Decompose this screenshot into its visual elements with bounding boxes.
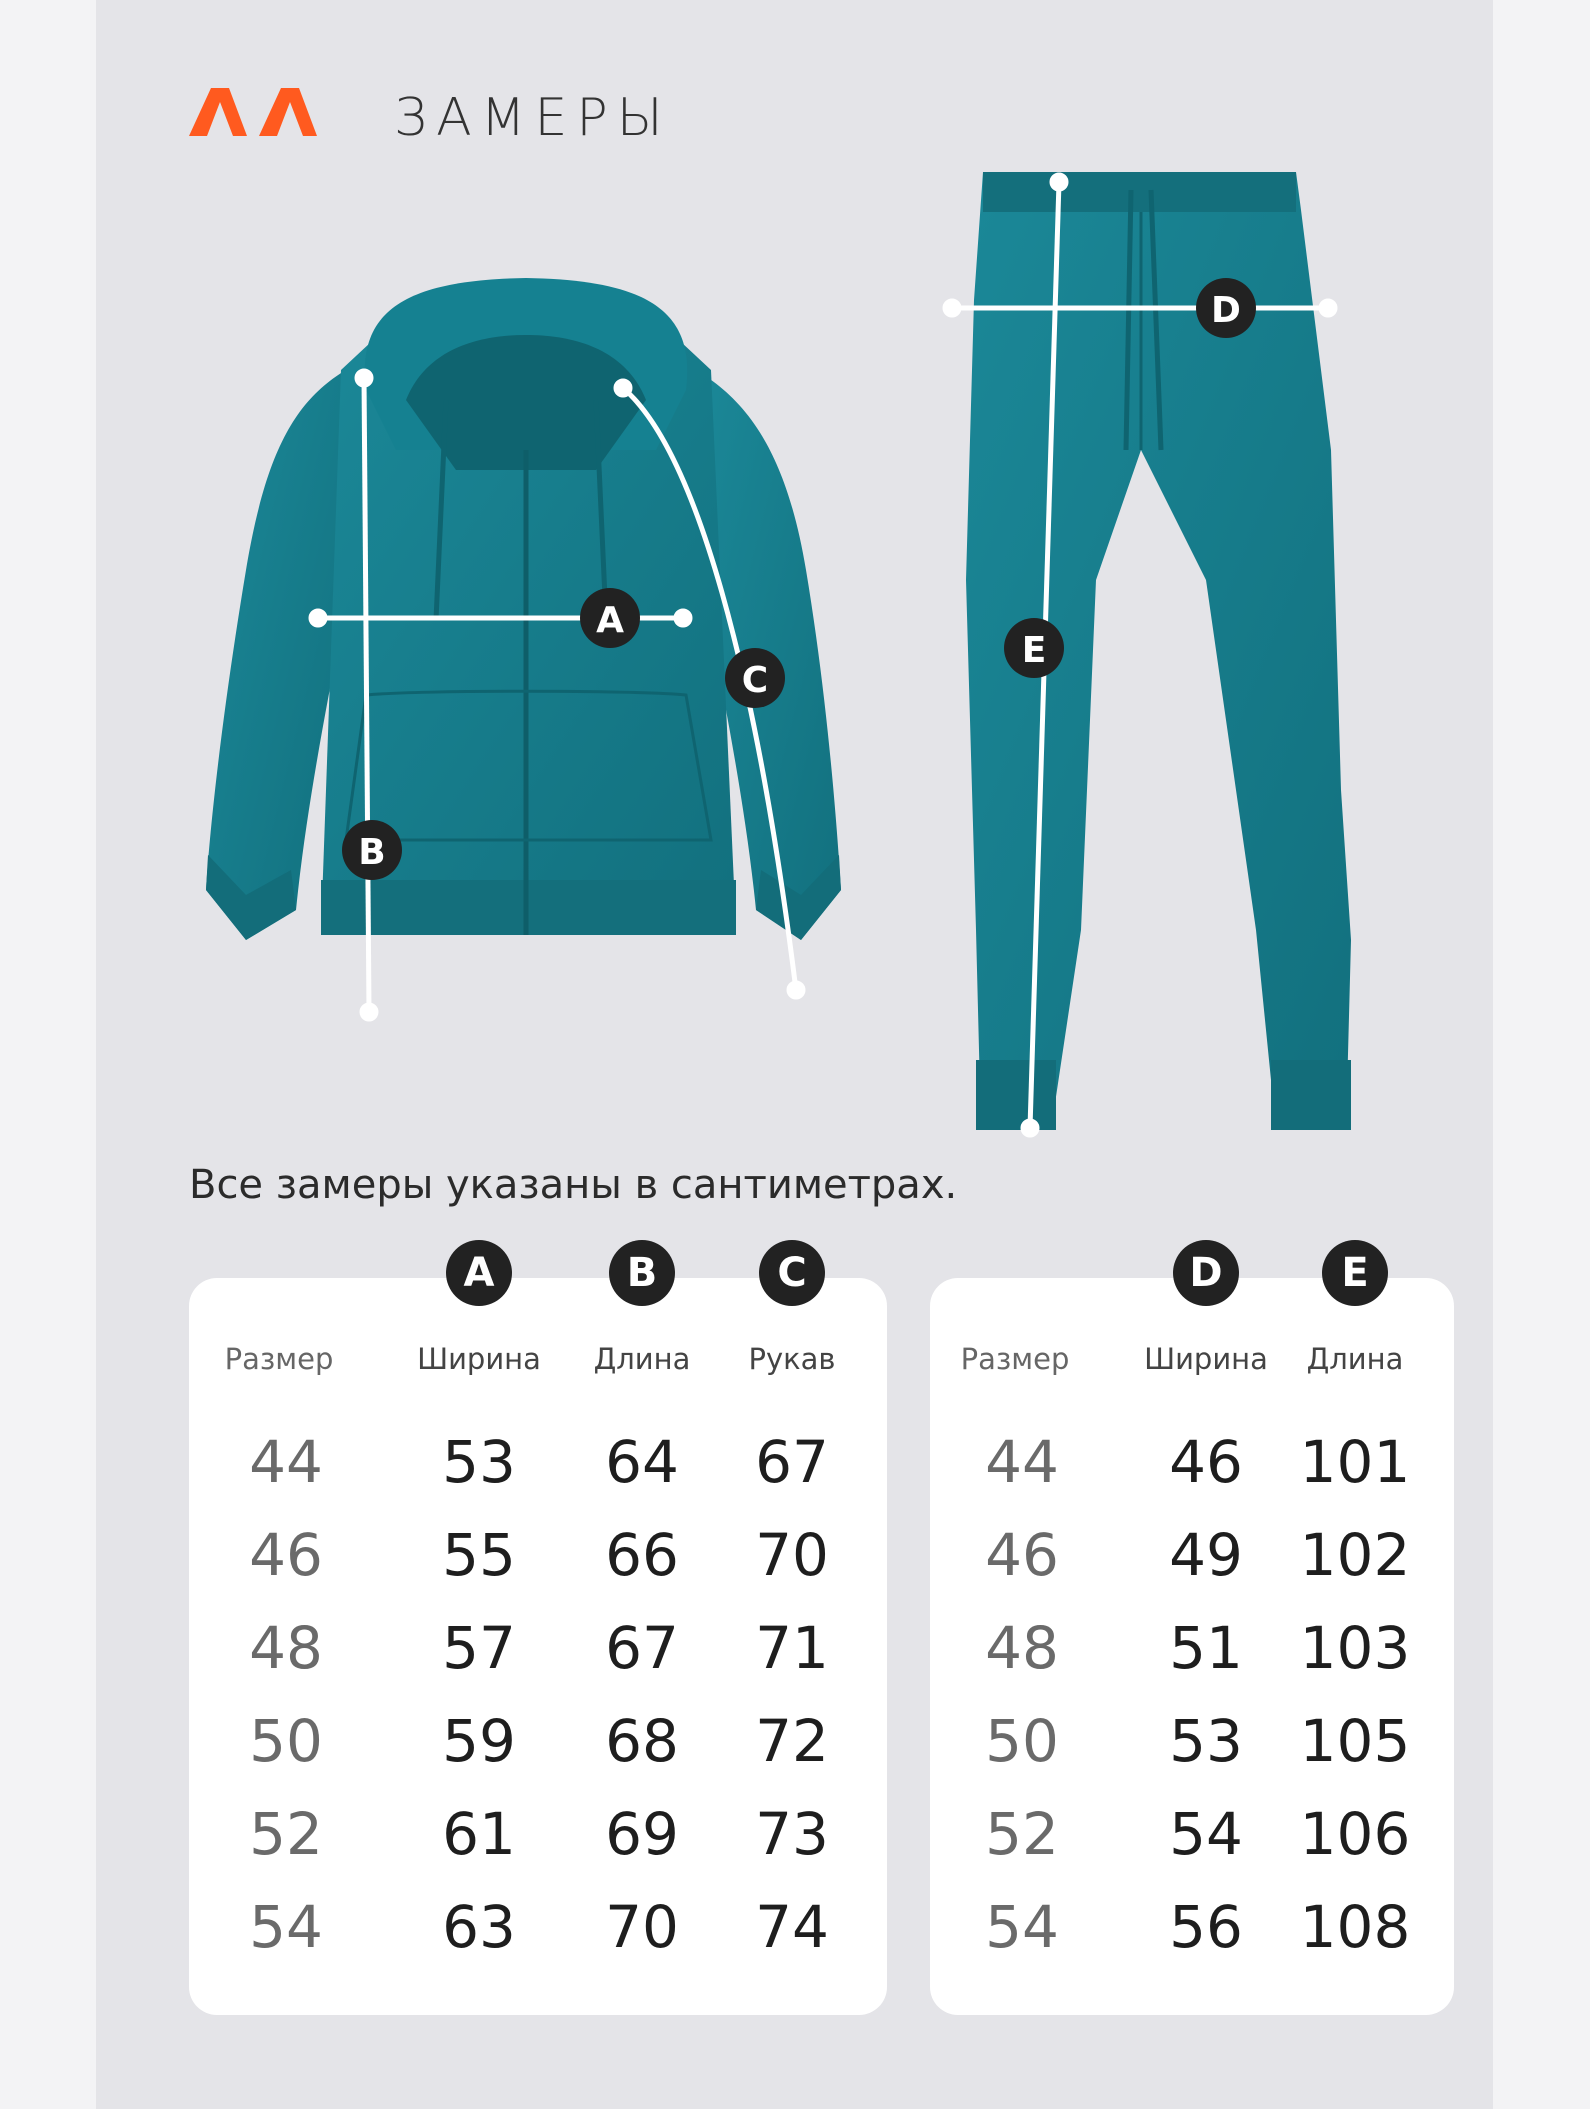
measurement-cell: 73 <box>755 1800 829 1868</box>
measurement-cell: 53 <box>442 1428 516 1496</box>
svg-text:B: B <box>358 832 386 873</box>
size-cell: 46 <box>985 1521 1059 1589</box>
measurement-cell: 55 <box>442 1521 516 1589</box>
hoodie-image <box>206 278 841 940</box>
header-width: Ширина <box>417 1342 541 1376</box>
measurement-cell: 103 <box>1299 1614 1411 1682</box>
size-cell: 44 <box>985 1428 1059 1496</box>
measurement-cell: 70 <box>755 1521 829 1589</box>
measurement-cell: 51 <box>1169 1614 1243 1682</box>
measurement-cell: 67 <box>755 1428 829 1496</box>
size-cell: 52 <box>249 1800 323 1868</box>
size-cell: 44 <box>249 1428 323 1496</box>
measurement-cell: 53 <box>1169 1707 1243 1775</box>
measure-label-b <box>342 820 402 880</box>
measurement-cell: 64 <box>605 1428 679 1496</box>
measurement-cell: 71 <box>755 1614 829 1682</box>
measurement-cell: 68 <box>605 1707 679 1775</box>
size-cell: 48 <box>985 1614 1059 1682</box>
size-cell: 54 <box>249 1893 323 1961</box>
measure-label-c <box>725 648 785 708</box>
svg-text:C: C <box>741 660 769 701</box>
measurement-cell: 46 <box>1169 1428 1243 1496</box>
svg-text:A: A <box>596 600 624 641</box>
measurement-cell: 56 <box>1169 1893 1243 1961</box>
measurement-cell: 59 <box>442 1707 516 1775</box>
measurement-cell: 70 <box>605 1893 679 1961</box>
measurement-cell: 54 <box>1169 1800 1243 1868</box>
measurement-cell: 69 <box>605 1800 679 1868</box>
header-width: Ширина <box>1144 1342 1268 1376</box>
header-length: Длина <box>593 1342 691 1376</box>
header-size: Размер <box>224 1342 334 1376</box>
measurement-cell: 49 <box>1169 1521 1243 1589</box>
size-cell: 54 <box>985 1893 1059 1961</box>
measurement-cell: 102 <box>1299 1521 1411 1589</box>
measurement-cell: 101 <box>1299 1428 1411 1496</box>
measure-label-e <box>1004 618 1064 678</box>
badge-a: A <box>446 1240 512 1306</box>
units-note: Все замеры указаны в сантиметрах. <box>189 1162 958 1208</box>
measurement-cell: 57 <box>442 1614 516 1682</box>
size-cell: 48 <box>249 1614 323 1682</box>
measurement-cell: 108 <box>1299 1893 1411 1961</box>
measurement-cell: 66 <box>605 1521 679 1589</box>
hoodie-size-table <box>189 1250 887 2015</box>
pants-size-table <box>930 1250 1454 2015</box>
svg-text:E: E <box>1021 630 1047 671</box>
header-length: Длина <box>1306 1342 1404 1376</box>
size-cell: 52 <box>985 1800 1059 1868</box>
badge-b: B <box>609 1240 675 1306</box>
page-title: ЗАМЕРЫ <box>394 88 672 148</box>
header-sleeve: Рукав <box>748 1342 836 1376</box>
measurement-cell: 63 <box>442 1893 516 1961</box>
size-cell: 50 <box>249 1707 323 1775</box>
measure-label-d <box>1196 278 1256 338</box>
measure-label-a <box>580 588 640 648</box>
badge-c: C <box>759 1240 825 1306</box>
size-cell: 46 <box>249 1521 323 1589</box>
garment-illustration <box>96 150 1493 1140</box>
measurement-cell: 61 <box>442 1800 516 1868</box>
measurement-cell: 67 <box>605 1614 679 1682</box>
measurement-cell: 72 <box>755 1707 829 1775</box>
svg-text:D: D <box>1211 290 1241 331</box>
badge-d: D <box>1173 1240 1239 1306</box>
brand-logo-icon <box>189 88 334 138</box>
size-cell: 50 <box>985 1707 1059 1775</box>
measurement-cell: 74 <box>755 1893 829 1961</box>
measurement-cell: 106 <box>1299 1800 1411 1868</box>
measurement-cell: 105 <box>1299 1707 1411 1775</box>
badge-e: E <box>1322 1240 1388 1306</box>
size-chart-card <box>96 0 1493 2109</box>
header-size: Размер <box>960 1342 1070 1376</box>
